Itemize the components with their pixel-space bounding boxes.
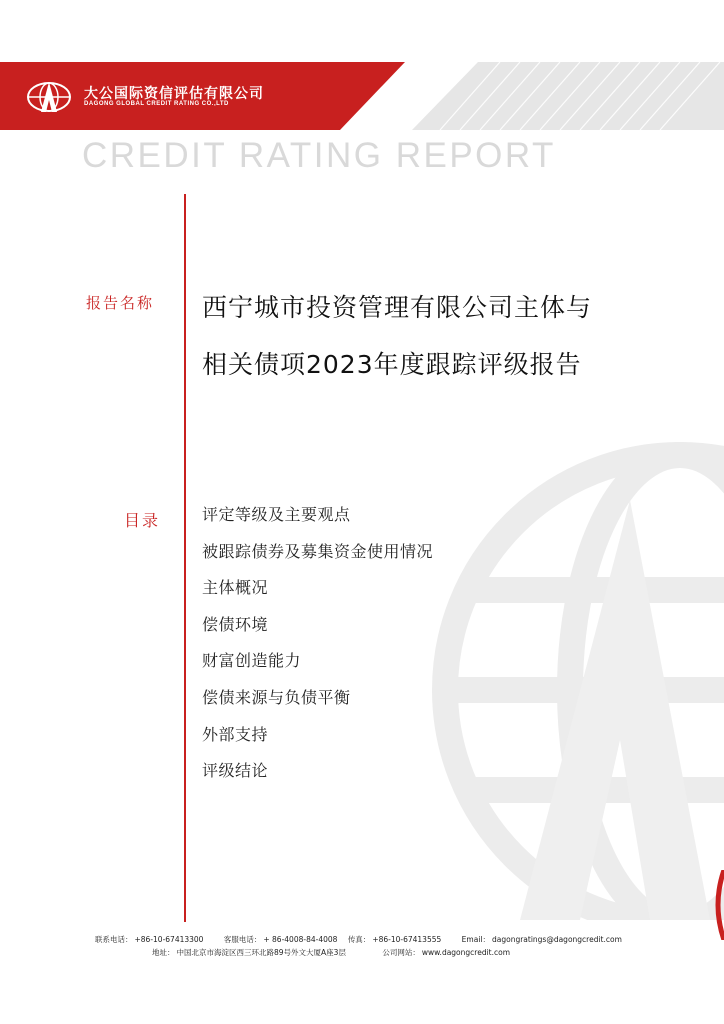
table-of-contents <box>202 502 433 795</box>
address-label: 地址： <box>152 948 175 957</box>
website-label: 公司网站： <box>382 948 420 957</box>
fax-label: 传真： <box>347 935 371 944</box>
toc-item: 偿债来源与负债平衡 <box>202 687 351 707</box>
website-value: www.dagongcredit.com <box>421 948 511 957</box>
service-value: + 86-4008-84-4008 <box>263 935 338 944</box>
fax-value: +86-10-67413555 <box>372 935 442 944</box>
email-value: dagongratings@dagongcredit.com <box>491 935 622 944</box>
dagong-logo-icon <box>26 80 72 114</box>
edge-red-mark-icon <box>712 870 724 940</box>
toc-item: 偿债环境 <box>202 614 269 634</box>
toc-item: 评级结论 <box>202 761 269 781</box>
footer-row-contacts <box>95 934 624 945</box>
report-title-line2: 相关债项2023年度跟踪评级报告 <box>202 350 582 379</box>
toc-item: 被跟踪债券及募集资金使用情况 <box>202 541 434 561</box>
toc-item: 评定等级及主要观点 <box>202 505 351 524</box>
phone-value: +86-10-67413300 <box>134 935 204 944</box>
divider-line <box>184 194 186 922</box>
toc-item: 主体概况 <box>202 578 269 598</box>
service-label: 客服电话： <box>223 935 262 944</box>
phone-label: 联系电话： <box>95 935 133 944</box>
footer-row-address <box>152 947 512 958</box>
company-name-cn: 大公国际资信评估有限公司 <box>84 86 264 102</box>
toc-label: 目录 <box>124 511 161 530</box>
toc-item: 外部支持 <box>202 724 269 744</box>
company-name-en: DAGONG GLOBAL CREDIT RATING CO.,LTD <box>84 101 229 107</box>
report-type-heading: CREDIT RATING REPORT <box>82 136 556 175</box>
email-label: Email： <box>461 935 490 944</box>
toc-item: 财富创造能力 <box>202 651 302 671</box>
address-value: 中国北京市海淀区西三环北路89号外文大厦A座3层 <box>176 948 346 957</box>
report-name-label: 报告名称 <box>86 294 155 312</box>
report-title-line1: 西宁城市投资管理有限公司主体与 <box>202 293 593 322</box>
